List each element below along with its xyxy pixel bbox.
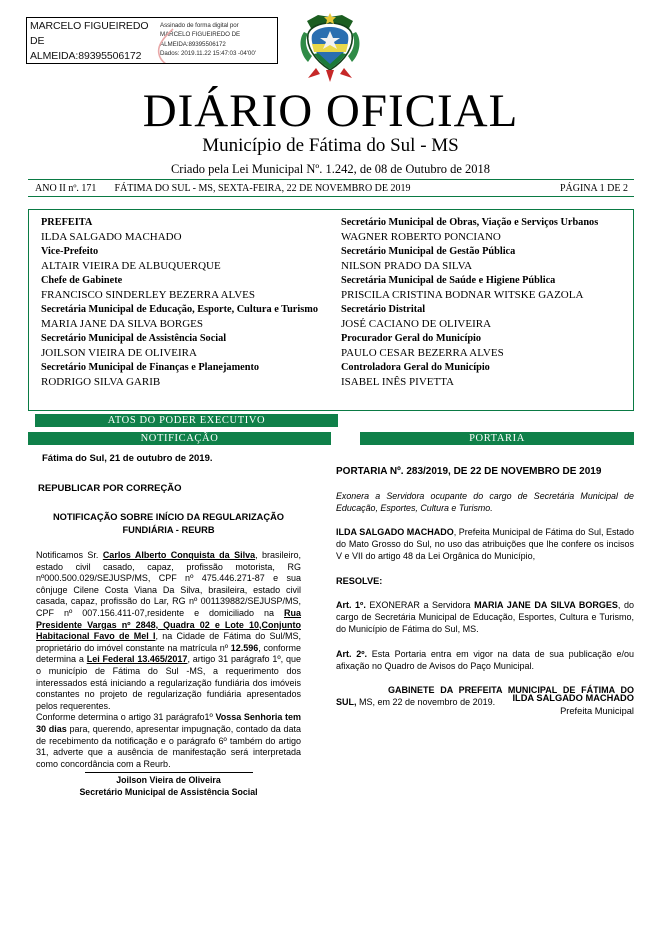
officials-box [28, 209, 634, 411]
digital-signature-stamp [26, 17, 278, 64]
notif-p2-seg-c: para, querendo, apresentar impugnação, contado da data de recebimento da notificação e o parágrafo 6º também do artigo 31, adverte que a ausência de manifestação será interpretada como concordância com a Reurb. [36, 723, 301, 769]
notif-p1-seg-c: , brasileiro, estado civil casado, capaz, profissão motorista, RG nº000.500.029/SEJUSP/MS, CPF nº 475.446.271-87 e sua cônjuge Cilene Costa Viana Da Silva, brasileira, estado civil casada, capaz, profissão do Lar, RG nº 001139882/SEJUSP/MS, CPF nº 007.156.411-07,residente e domiciliado na [36, 550, 302, 618]
art1-text-b: , do cargo de Secretária Municipal de Educação, Esportes, Cultura e Turismo, do Município de Fátima do Sul, MS. [336, 600, 634, 634]
signature-subject-name: MARCELO FIGUEIREDO DE ALMEIDA:89395506172 [30, 20, 149, 62]
notificacao-signer-role: Secretário Municipal de Assistência Social [79, 787, 258, 797]
official-role: Secretário Distrital [341, 304, 426, 315]
official-person: ISABEL INÊS PIVETTA [341, 376, 454, 389]
notificacao-date-line: Fátima do Sul, 21 de outubro de 2019. [42, 453, 213, 464]
art1-text-a: EXONERAR a Servidora [365, 600, 475, 611]
portaria-signer-name: ILDA SALGADO MACHADO [512, 693, 634, 703]
notif-p2-seg-a: Conforme determina o artigo 31 parágrafo1º [36, 712, 216, 723]
official-role: Secretário Municipal de Obras, Viação e Serviços Urbanos [341, 217, 599, 228]
official-person: JOILSON VIEIRA DE OLIVEIRA [41, 347, 197, 360]
official-person: ALTAIR VIEIRA DE ALBUQUERQUE [41, 260, 221, 273]
notif-p1-seg-a: Notificamos Sr. [36, 550, 103, 560]
notificacao-heading-line-2: FUNDIÁRIA - REURB [122, 524, 215, 535]
signature-meta-line-2: MARCELO FIGUEIREDO DE [160, 31, 241, 39]
notificacao-signature-block [36, 772, 301, 798]
page-title: DIÁRIO OFICIAL [142, 85, 519, 137]
federal-law-reference: Lei Federal 13.465/2017 [86, 654, 188, 665]
notif-p1-seg-g: , conforme determina a [36, 642, 301, 665]
art2-label: Art. 2º. [336, 648, 368, 659]
issue-bar [28, 179, 634, 197]
portaria-resolve-label: RESOLVE: [336, 576, 383, 587]
coat-of-arms-icon [296, 12, 364, 84]
official-role: Secretária Municipal de Saúde e Higiene Pública [341, 275, 556, 286]
signature-metadata [157, 18, 277, 63]
notificacao-heading-line-1: NOTIFICAÇÃO SOBRE INÍCIO DA REGULARIZAÇÃO [52, 512, 285, 522]
property-registry-number: 12.596 [230, 642, 259, 653]
masthead-law-line: Criado pela Lei Municipal Nº. 1.242, de 08 de Outubro de 2018 [170, 162, 491, 176]
official-person: MARIA JANE DA SILVA BORGES [41, 318, 203, 331]
notif-p1-seg-i: , artigo 31 parágrafo 1º, que o município de Fátima do Sul -MS, a requerimento dos interessados está iniciando a regularização fundiária dos imóveis constantes no projeto de regularização fundiária apresentados pelos requerentes. [36, 654, 301, 711]
issue-place-date: FÁTIMA DO SUL - MS, SEXTA-FEIRA, 22 DE NOVEMBRO DE 2019 [114, 182, 411, 194]
masthead-subtitle: Município de Fátima do Sul - MS [202, 135, 459, 156]
official-person: NILSON PRADO DA SILVA [341, 260, 473, 273]
signature-meta-line-1: Assinado de forma digital por [160, 22, 239, 29]
official-role: Vice-Prefeito [41, 246, 99, 257]
official-person: WAGNER ROBERTO PONCIANO [341, 231, 501, 244]
notif-p1-seg-e: , na Cidade de Fátima do Sul/MS, proprietário do imóvel constante na matrícula nº [36, 631, 301, 653]
signature-meta-line-4: Dados: 2019.11.22 15:47:03 -04'00' [160, 50, 256, 58]
notified-address: Rua Presidente Vargas nº 2848, Quadra 02 e Lote 10,Conjunto Habitacional Favo de Mel I [36, 607, 301, 642]
notificacao-paragraph-1 [36, 550, 301, 712]
portaria-preamble-text: , Prefeita Municipal de Fátima do Sul, Estado do Mato Grosso do Sul, no uso das atribuições que lhe confere os incisos V e VII do artigo 48 da Lei Orgânica do Município, [336, 527, 634, 561]
signature-rule [85, 772, 253, 773]
notificacao-heading [36, 511, 301, 536]
portaria-article-1 [336, 600, 634, 635]
section-banner-notificacao: NOTIFICAÇÃO [28, 432, 331, 445]
officials-column-right [331, 216, 633, 410]
official-role: Procurador Geral do Município [341, 333, 482, 344]
portaria-article [336, 465, 634, 709]
official-role: Secretário Municipal de Gestão Pública [341, 246, 516, 257]
exonerated-person-name: MARIA JANE DA SILVA BORGES [474, 600, 618, 611]
issue-number: ANO II nº. 171 [35, 182, 97, 194]
signature-meta-line-3: ALMEIDA:89395506172 [160, 40, 226, 48]
deadline-emphasis: Vossa Senhoria tem 30 dias [36, 712, 302, 734]
official-role: Secretário Municipal de Assistência Social [41, 333, 227, 344]
gabinete-date: MS, em 22 de novembro de 2019. [356, 697, 496, 708]
portaria-signer-role: Prefeita Municipal [560, 705, 634, 716]
issue-page-number: PÁGINA 1 DE 2 [559, 182, 628, 194]
official-role: PREFEITA [41, 217, 93, 228]
portaria-ementa: Exonera a Servidora ocupante do cargo de Secretária Municipal de Educação, Esportes, Cultura e Turismo. [336, 491, 634, 513]
notificacao-article [36, 452, 301, 770]
notified-person-name: Carlos Alberto Conquista da Silva [102, 550, 256, 560]
notificacao-paragraph-2 [36, 712, 301, 770]
official-person: PRISCILA CRISTINA BODNAR WITSKE GAZOLA [341, 289, 584, 302]
gabinete-label: GABINETE DA PREFEITA MUNICIPAL DE FÁTIMA DO SUL, [336, 685, 634, 708]
portaria-title: PORTARIA Nº. 283/2019, DE 22 DE NOVEMBRO DE 2019 [336, 466, 602, 477]
portaria-article-2 [336, 649, 634, 673]
art1-label: Art. 1º. [336, 600, 366, 611]
official-role: Secretário Municipal de Finanças e Planejamento [41, 362, 260, 373]
official-role: Chefe de Gabinete [41, 275, 123, 286]
official-person: PAULO CESAR BEZERRA ALVES [341, 347, 504, 360]
portaria-preamble [336, 527, 634, 562]
art2-text: Esta Portaria entra em vigor na data de sua publicação e/ou afixação no Quadro de Avisos do Paço Municipal. [336, 648, 634, 671]
officials-column-left [29, 216, 331, 410]
section-banner-portaria: PORTARIA [360, 432, 634, 445]
official-person: FRANCISCO SINDERLEY BEZERRA ALVES [41, 289, 256, 302]
official-role: Secretária Municipal de Educação, Esporte, Cultura e Turismo [41, 304, 318, 315]
republicar-label: REPUBLICAR POR CORREÇÃO [38, 483, 182, 494]
portaria-signature-block [336, 692, 634, 717]
official-role: Controladora Geral do Município [341, 362, 490, 373]
official-person: JOSÉ CACIANO DE OLIVEIRA [341, 318, 492, 331]
section-banner-atos-poder-executivo: ATOS DO PODER EXECUTIVO [35, 414, 338, 427]
masthead [0, 86, 661, 178]
official-person: RODRIGO SILVA GARIB [41, 376, 161, 389]
mayor-name: ILDA SALGADO MACHADO [336, 527, 454, 537]
notificacao-signer-name: Joilson Vieira de Oliveira [116, 775, 221, 785]
official-person: ILDA SALGADO MACHADO [41, 231, 182, 244]
